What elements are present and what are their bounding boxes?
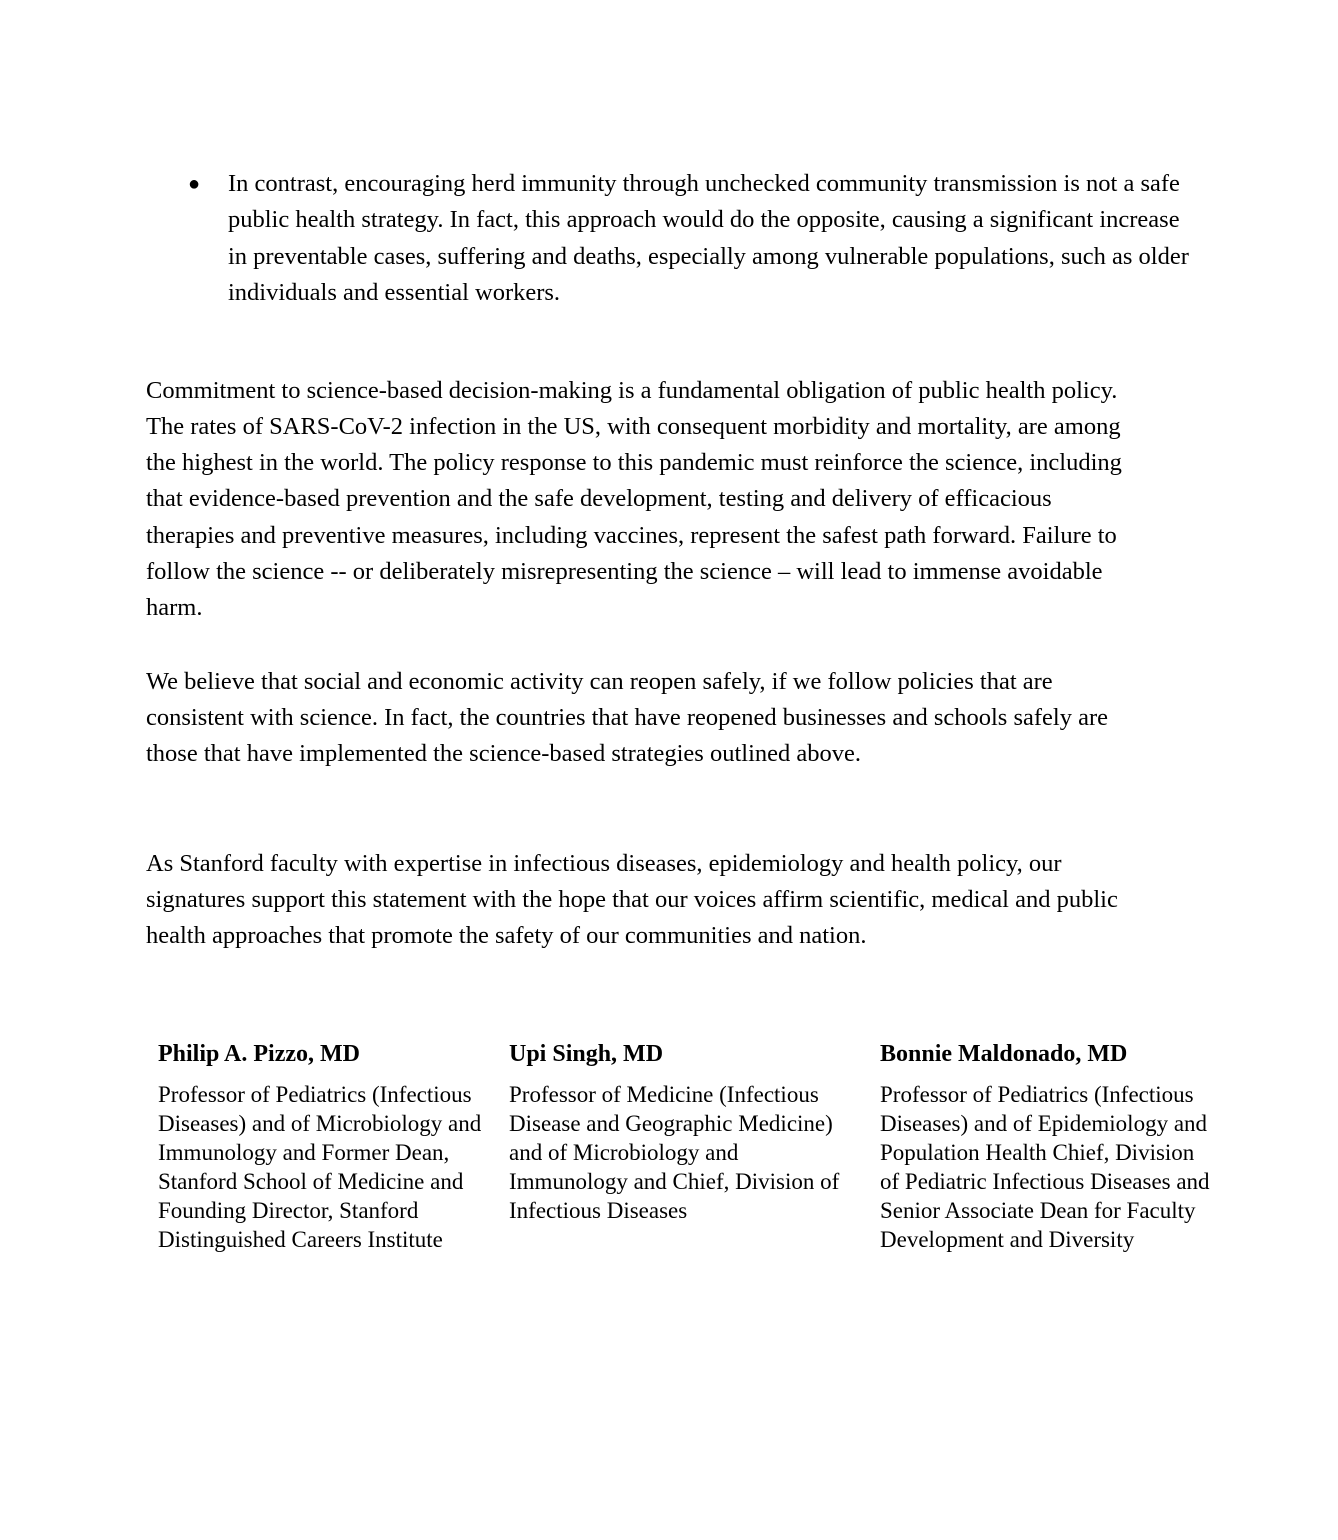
signatory-name: Upi Singh, MD (509, 1041, 664, 1067)
bullet-list (146, 166, 1206, 311)
signatory-block (158, 1040, 488, 1255)
signatory-block (509, 1040, 854, 1225)
bullet-text: In contrast, encouraging herd immunity through unchecked community transmission is not a safe public health strategy. In fact, this approach would do the opposite, causing a significant increase in preventable cases, suffering and deaths, especially among vulnerable populations, such as older individuals and essential workers. (228, 170, 1189, 306)
bullet-marker: ● (188, 173, 201, 195)
paragraph-science-commitment: Commitment to science-based decision-making is a fundamental obligation of public health policy. The rates of SARS-CoV-2 infection in the US, with consequent morbidity and mortality, are among the highest in the world. The policy response to this pandemic must reinforce the science, including that evidence-based prevention and the safe development, testing and delivery of efficacious therapies and preventive measures, including vaccines, represent the safest path forward. Failure to follow the science -- or deliberately misrepresenting the science – will lead to immense avoidable harm. (146, 376, 1122, 622)
signatory-name: Philip A. Pizzo, MD (158, 1041, 360, 1067)
signatory-title: Professor of Pediatrics (Infectious Diseases) and of Microbiology and Immunology and Former Dean, Stanford School of Medicine and Founding Director, Stanford Distinguished Careers Institute (158, 1082, 482, 1253)
signatory-block (880, 1040, 1210, 1255)
paragraph-reopen-safely: We believe that social and economic activity can reopen safely, if we follow policies that are consistent with science. In fact, the countries that have reopened businesses and schools safely are those that have implemented the science-based strategies outlined above. (146, 667, 1108, 768)
signatory-name: Bonnie Maldonado, MD (880, 1041, 1128, 1067)
signatory-title: Professor of Medicine (Infectious Disease and Geographic Medicine) and of Microbiology and Immunology and Chief, Division of Infectious Diseases (509, 1082, 840, 1224)
bullet-item (146, 166, 1206, 311)
paragraph-stanford-faculty: As Stanford faculty with expertise in infectious diseases, epidemiology and health policy, our signatures support this statement with the hope that our voices affirm scientific, medical and public health approaches that promote the safety of our communities and nation. (146, 849, 1118, 950)
signatory-title: Professor of Pediatrics (Infectious Diseases) and of Epidemiology and Population Health Chief, Division of Pediatric Infectious Diseases and Senior Associate Dean for Faculty Development and Diversity (880, 1082, 1210, 1253)
